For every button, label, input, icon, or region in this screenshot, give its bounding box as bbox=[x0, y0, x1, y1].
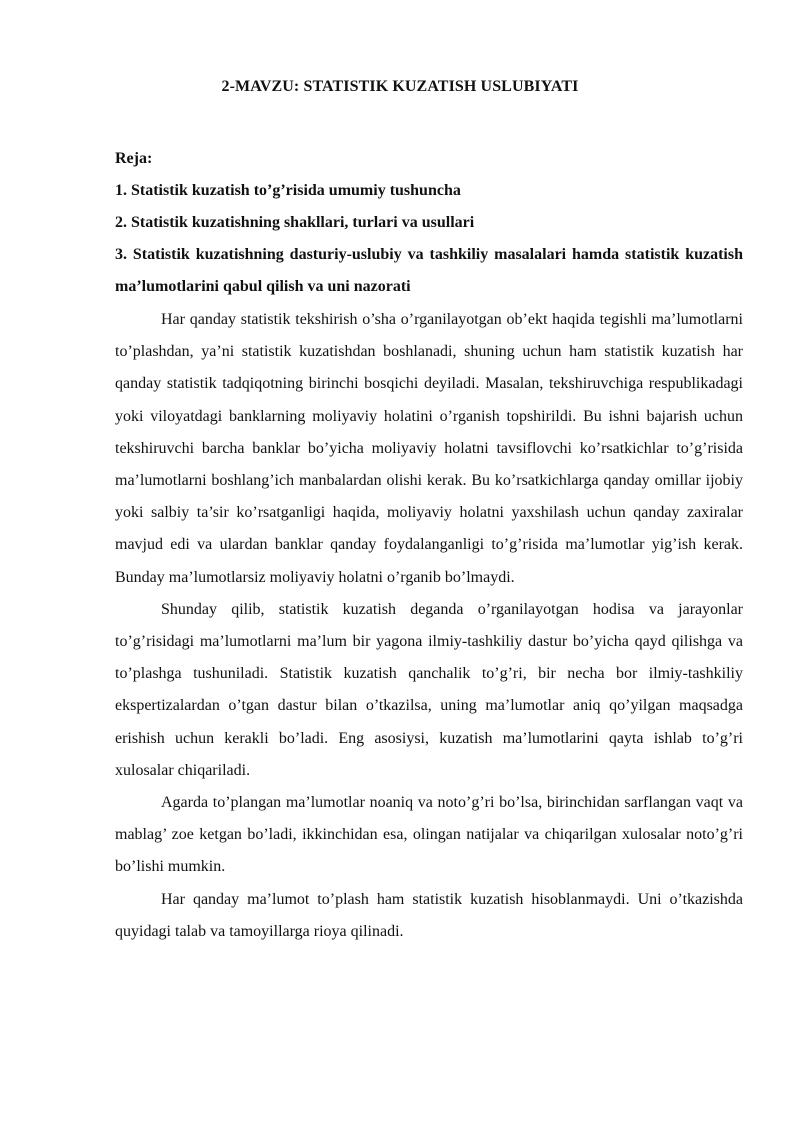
plan-item-1: 1. Statistik kuzatish to’g’risida umumiy tushuncha bbox=[115, 182, 461, 199]
body-text bbox=[115, 304, 743, 948]
plan-item-3: 3. Statistik kuzatishning dasturiy-uslubiy va tashkiliy masalalari hamda statistik kuzatish ma’lumotlarini qabul qilish va uni nazorati bbox=[115, 246, 743, 295]
plan-section bbox=[115, 143, 743, 303]
plan-heading: Reja: bbox=[115, 150, 153, 167]
document-title: 2-MAVZU: STATISTIK KUZATISH USLUBIYATI bbox=[221, 78, 579, 95]
paragraph-3: Agarda to’plangan ma’lumotlar noaniq va noto’g’ri bo’lsa, birinchidan sarflangan vaqt va mablag’ zoe ketgan bo’ladi, ikkinchidan esa, olingan natijalar va chiqarilgan xulosalar noto’g’ri bo’lishi mumkin. bbox=[115, 794, 743, 876]
paragraph-1: Har qanday statistik tekshirish o’sha o’rganilayotgan ob’ekt haqida tegishli ma’lumotlarni to’plashdan, ya’ni statistik kuzatishdan boshlanadi, shuning uchun ham statistik kuzatish har qanday statistik tadqiqotning birinchi bosqichi deyiladi. Masalan, tekshiruvchiga respublikadagi yoki viloyatdagi banklarning moliyaviy holatini o’rganish topshirildi. Bu ishni bajarish uchun tekshiruvchi barcha banklar bo’yicha moliyaviy holatni tavsiflovchi ko’rsatkichlar to’g’risida ma’lumotlarni boshlang’ich manbalardan olishi kerak. Bu ko’rsatkichlarga qanday omillar ijobiy yoki salbiy ta’sir ko’rsatganligi haqida, moliyaviy holatni yaxshilash uchun qanday zaxiralar mavjud edi va ulardan banklar qanday foydalanganligi to’g’risida ma’lumotlar yig’ish kerak. Bunday ma’lumotlarsiz moliyaviy holatni o’rganib bo’lmaydi. bbox=[115, 311, 743, 586]
paragraph-4: Har qanday ma’lumot to’plash ham statistik kuzatish hisoblanmaydi. Uni o’tkazishda quyidagi talab va tamoyillarga rioya qilinadi. bbox=[115, 890, 743, 940]
paragraph-2: Shunday qilib, statistik kuzatish deganda o’rganilayotgan hodisa va jarayonlar to’g’risidagi ma’lumotlarni ma’lum bir yagona ilmiy-tashkiliy dastur bo’yicha qayd qilishga va to’plashga tushuniladi. Statistik kuzatish qanchalik to’g’ri, bir necha bor ilmiy-tashkiliy ekspertizalardan o’tgan dastur bilan o’tkazilsa, uning ma’lumotlar aniq qo’yilgan maqsadga erishish uchun kerakli bo’ladi. Eng asosiysi, kuzatish ma’lumotlarini qayta ishlab to’g’ri xulosalar chiqariladi. bbox=[115, 600, 743, 779]
plan-item-2: 2. Statistik kuzatishning shakllari, turlari va usullari bbox=[115, 214, 475, 231]
